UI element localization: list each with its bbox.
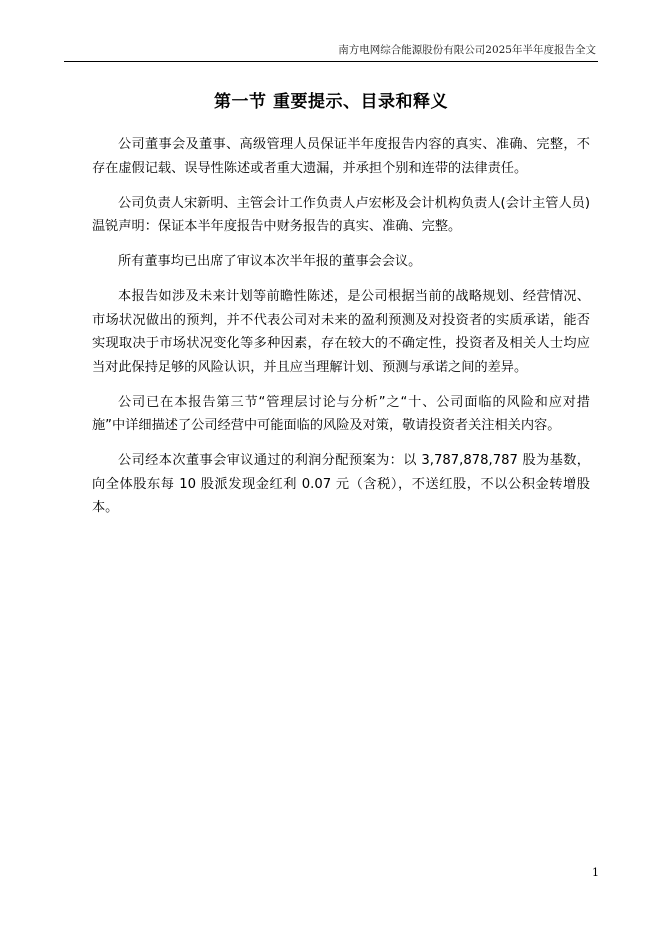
page-number: 1 [592, 866, 599, 879]
paragraph-board-attendance: 所有董事均已出席了审议本次半年报的董事会会议。 [118, 254, 422, 269]
paragraph-directors-guarantee: 公司董事会及董事、高级管理人员保证半年度报告内容的真实、准确、完整，不存在虚假记载、误导性陈述或者重大遗漏，并承担个别和连带的法律责任。 [92, 137, 590, 176]
paragraph-profit-distribution: 公司经本次董事会审议通过的利润分配预案为：以 3,787,878,787 股为基数，向全体股东每 10 股派发现金红利 0.07 元（含税），不送红股，不以公积金转增股本。 [92, 453, 590, 515]
paragraph-risk-reference: 公司已在本报告第三节“管理层讨论与分析”之“十、公司面临的风险和应对措施”中详细描述了公司经营中可能面临的风险及对策，敬请投资者关注相关内容。 [92, 394, 590, 433]
paragraph-responsible-persons: 公司负责人宋新明、主管会计工作负责人卢宏彬及会计机构负责人(会计主管人员)温锐声明：保证本半年度报告中财务报告的真实、准确、完整。 [92, 195, 590, 234]
section-title: 第一节 重要提示、目录和释义 [214, 92, 448, 112]
paragraph-forward-looking: 本报告如涉及未来计划等前瞻性陈述，是公司根据当前的战略规划、经营情况、市场状况做出的预判，并不代表公司对未来的盈利预测及对投资者的实质承诺，能否实现取决于市场状况变化等多种因素，存在较大的不确定性，投资者及相关人士均应当对此保持足够的风险认识，并且应当理解计划、预测与承诺之间的差异。 [92, 289, 590, 375]
running-header: 南方电网综合能源股份有限公司2025年半年度报告全文 [338, 44, 596, 56]
document-body [92, 133, 590, 520]
header-divider [64, 61, 598, 62]
